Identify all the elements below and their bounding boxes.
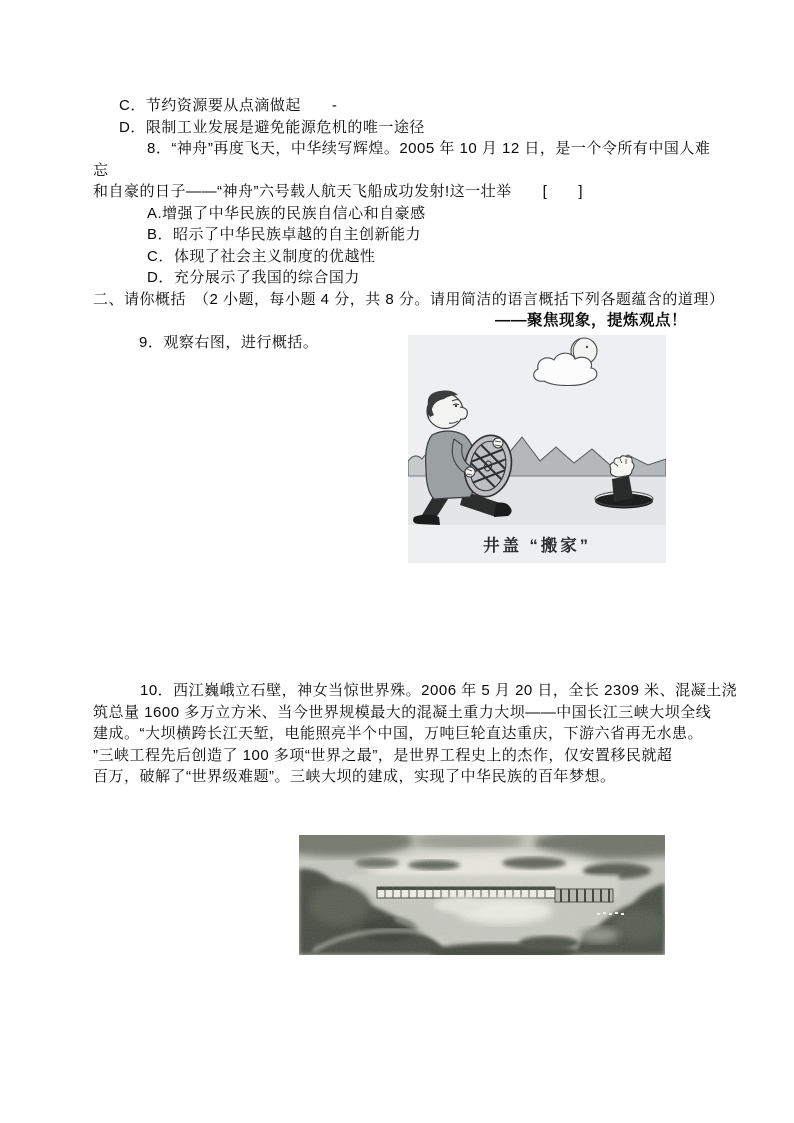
q10-line4: ”三峡工程先后创造了 100 多项“世界之最”，是世界工程史上的杰作，仅安置移民就超 (93, 746, 673, 764)
q10-line3: 建成。“大坝横跨长江天堑，电能照亮半个中国，万吨巨轮直达重庆，下游六省再无水患。 (93, 725, 703, 742)
q8-stem-line3: 和自豪的日子——“神舟”六号载人航天飞船成功发射!这一壮举 [ ] (93, 183, 583, 200)
q10-text-block (93, 680, 738, 788)
manhole-cartoon-drawing (408, 335, 666, 525)
dam-photo (299, 835, 665, 955)
cartoon-illustration (408, 335, 666, 563)
section2-slogan: ——聚焦现象，提炼观点！ (494, 312, 687, 329)
q8-option-c: C．体现了社会主义制度的优越性 (147, 247, 376, 265)
q8-stem-line2: 忘 (93, 161, 109, 179)
q8-option-d: D．充分展示了我国的综合国力 (147, 269, 360, 286)
upper-text-block (93, 95, 725, 353)
q10-line5: 百万，破解了“世界级难题”。三峡大坝的建成，实现了中华民族的百年梦想。 (93, 768, 616, 785)
q7-option-d: D．限制工业发展是避免能源危机的唯一途径 (119, 118, 425, 136)
q8-option-a: A.增强了中华民族的民族自信心和自豪感 (147, 204, 426, 222)
cartoon-caption: 井盖 “搬家” (482, 537, 592, 555)
q10-line2: 筑总量 1600 多万立方米、当今世界规模最大的混凝土重力大坝——中国长江三峡大坝全线 (93, 703, 712, 721)
q8-stem-line1: 8．“神舟”再度飞天，中华续写辉煌。2005 年 10 月 12 日，是一个令所有中国人难 (147, 140, 711, 157)
section2-heading: 二、请你概括 （2 小题，每小题 4 分，共 8 分。请用简洁的语言概括下列各题蕴含的道理） (93, 290, 725, 308)
q10-line1: 10．西江巍峨立石壁，神女当惊世界殊。2006 年 5 月 20 日，全长 2309 米、混凝土浇 (140, 682, 738, 699)
q7-option-c: C．节约资源要从点滴做起 - (119, 97, 338, 114)
q9-stem: 9．观察右图，进行概括。 (139, 333, 319, 351)
q8-option-b: B．昭示了中华民族卓越的自主创新能力 (147, 226, 422, 243)
